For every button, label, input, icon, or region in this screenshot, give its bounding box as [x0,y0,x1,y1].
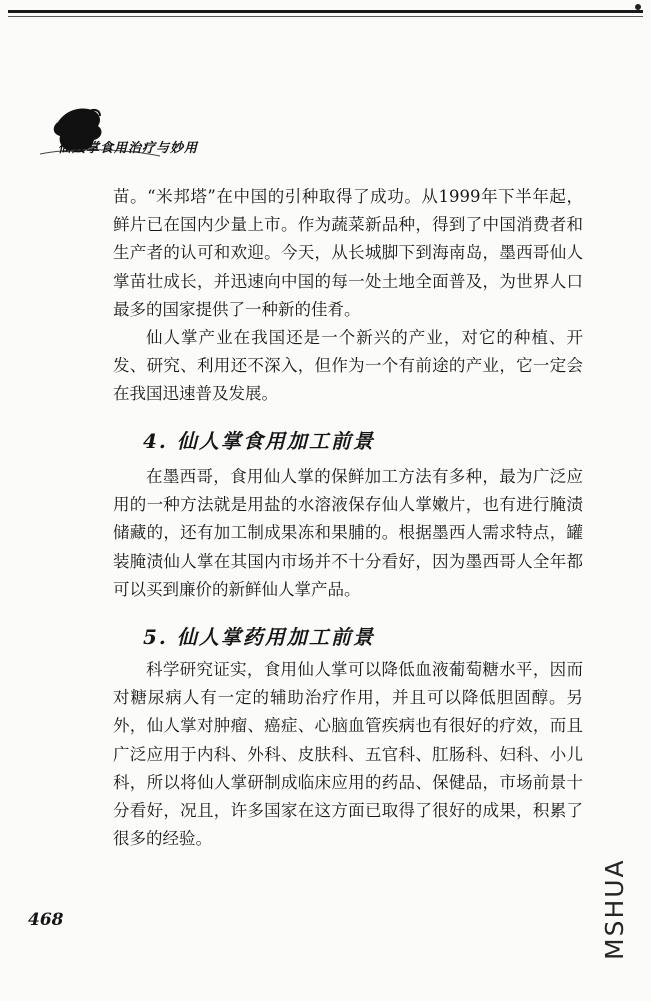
body-section-1 [113,183,583,409]
top-border-thin-rule [8,16,643,17]
paragraph-1: 苗。“米邦塔”在中国的引种取得了成功。从1999年下半年起，鲜片已在国内少量上市。作为蔬菜新品种，得到了中国消费者和生产者的认可和欢迎。今天，从长城脚下到海南岛，墨西哥仙人掌苗壮成长，并迅速向中国的每一处土地全面普及，为世界人口最多的国家提供了一种新的佳肴。 [113,187,583,319]
paragraph-4: 科学研究证实，食用仙人掌可以降低血液葡萄糖水平，因而对糖尿病人有一定的辅助治疗作用，并且可以降低胆固醇。另外，仙人掌对肿瘤、癌症、心脑血管疾病也有很好的疗效，而且广泛应用于内科、外科、皮肤科、五官科、肛肠科、妇科、小儿科，所以将仙人掌研制成临床应用的药品、保健品，市场前景十分看好，况且，许多国家在这方面已取得了很好的成果，积累了很多的经验。 [113,660,583,849]
book-title-logo: 仙人掌食用治疗与妙用 [58,141,199,156]
section-heading-5: 5. 仙人掌药用加工前景 [143,625,375,649]
book-logo-icon [40,104,210,166]
paragraph-3: 在墨西哥，食用仙人掌的保鲜加工方法有多种，最为广泛应用的一种方法就是用盐的水溶液保存仙人掌嫩片，也有进行腌渍储藏的，还有加工制成果冻和果脯的。根据墨西人需求特点，罐装腌渍仙人掌在其国内市场并不十分看好，因为墨西哥人全年都可以买到廉价的新鲜仙人掌产品。 [113,467,583,599]
paragraph-2: 仙人掌产业在我国还是一个新兴的产业，对它的种植、开发、研究、利用还不深入，但作为一个有前途的产业，它一定会在我国迅速普及发展。 [113,328,583,404]
top-border-rule [8,10,643,13]
body-section-2 [113,463,583,604]
corner-mark [635,4,641,10]
watermark: MSHUA [600,858,629,960]
body-section-3 [113,656,583,853]
section-heading-4: 4. 仙人掌食用加工前景 [143,429,375,453]
page-number: 468 [28,910,64,930]
